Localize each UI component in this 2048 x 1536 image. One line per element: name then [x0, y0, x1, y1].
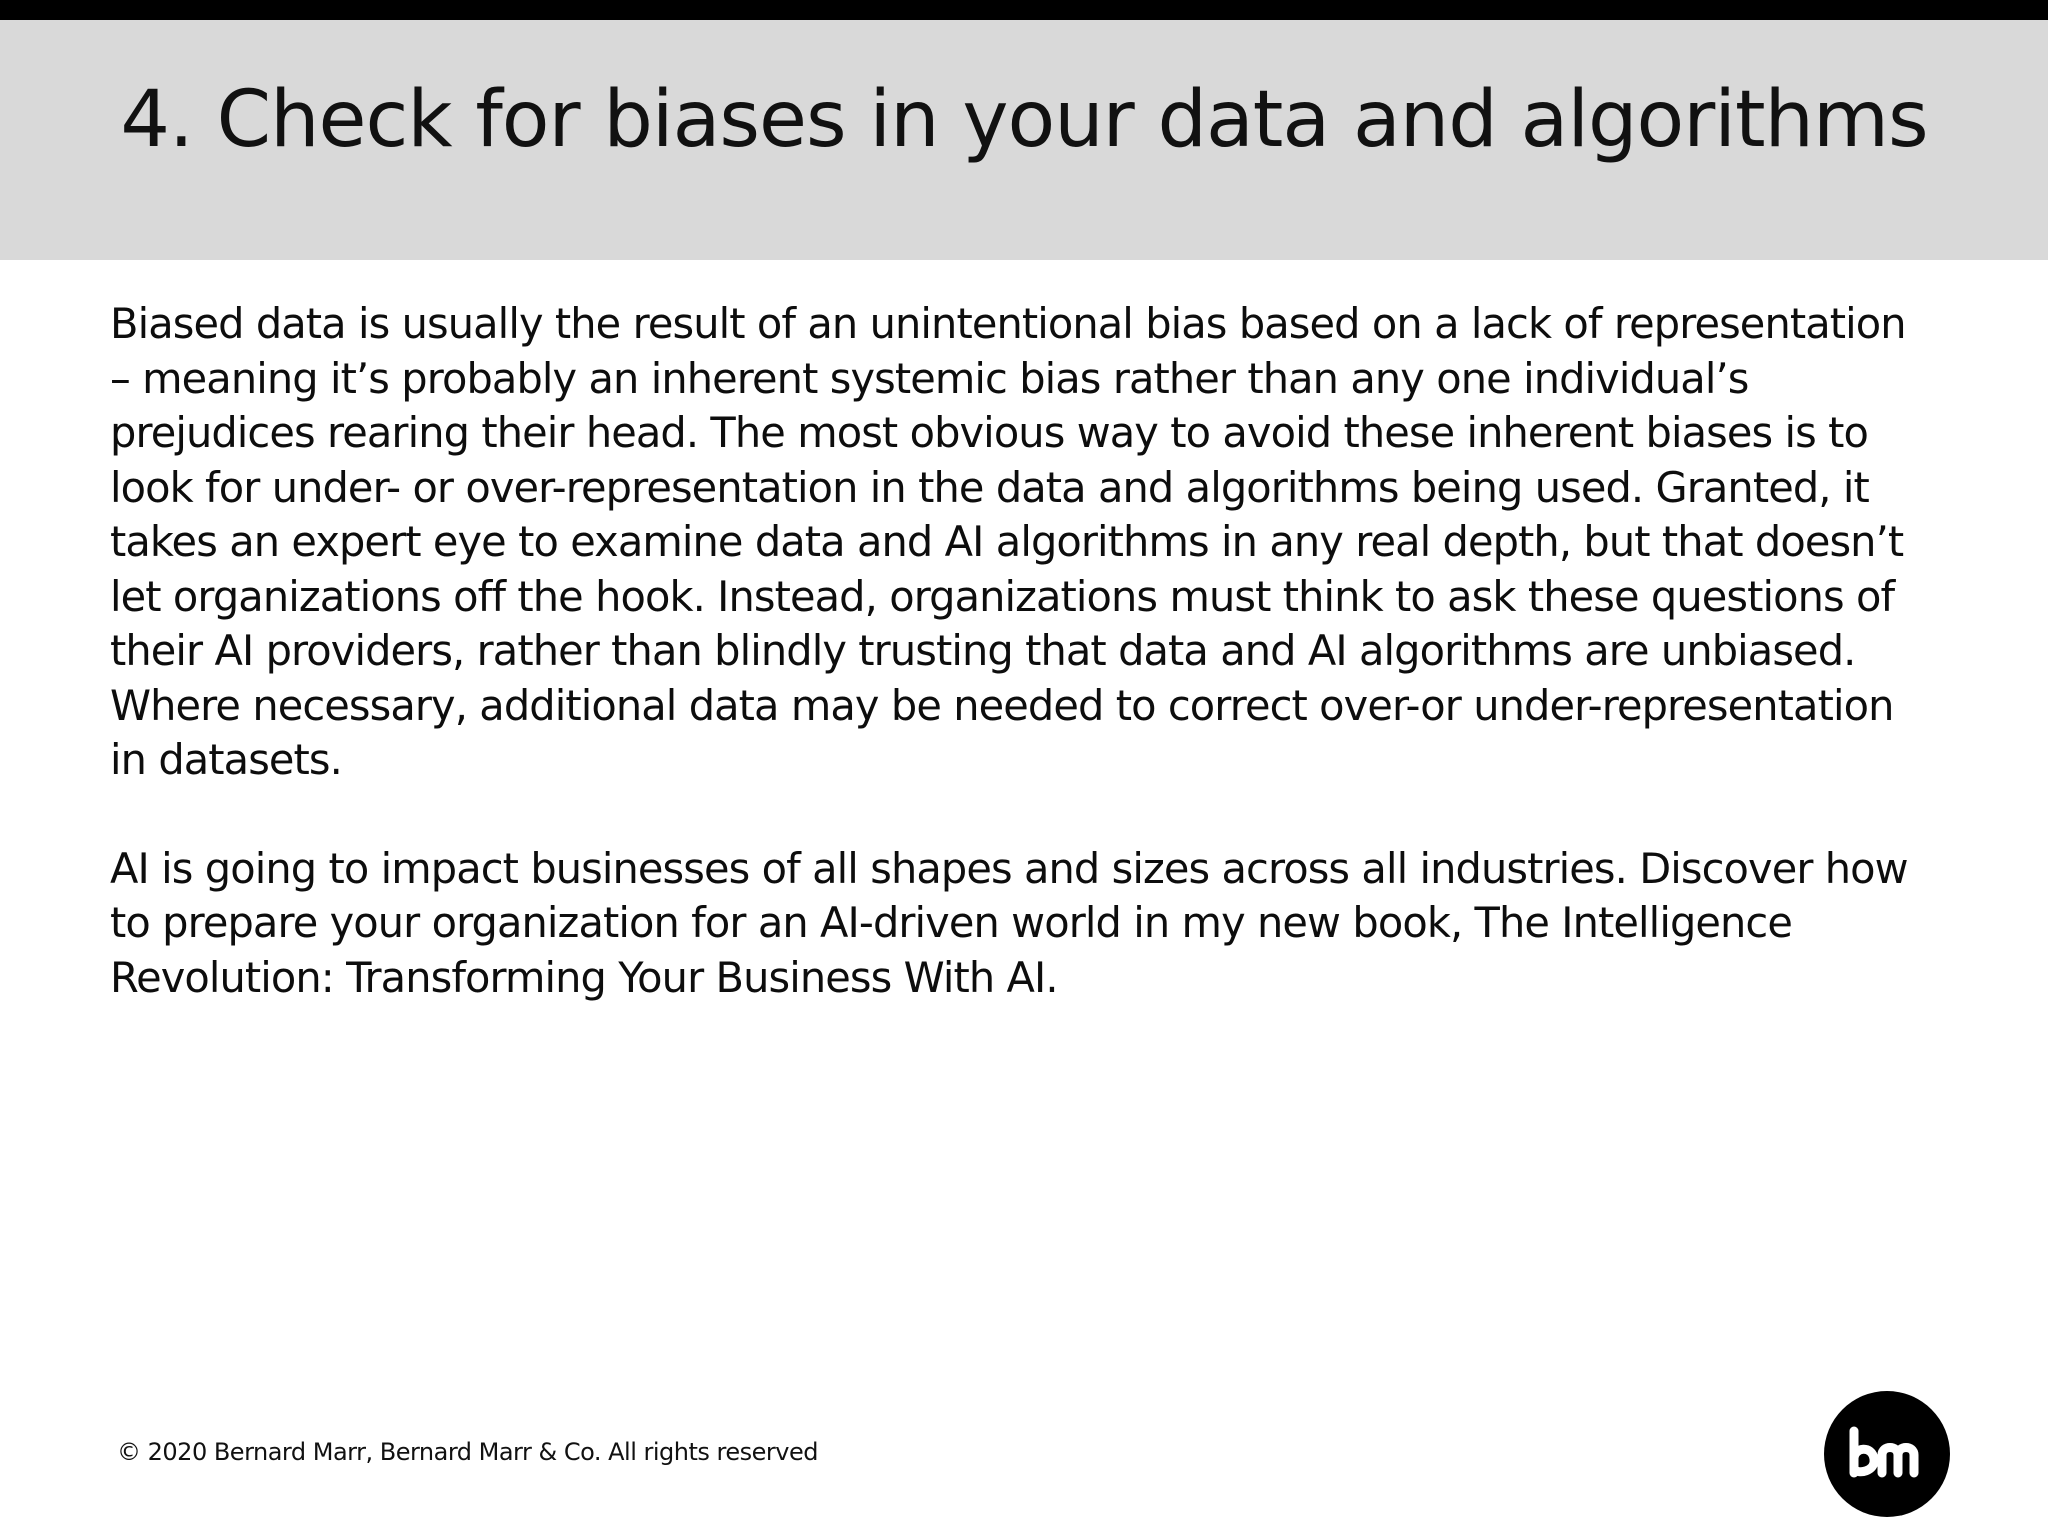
bm-logo-glyph — [1824, 1391, 1950, 1517]
title-band — [0, 20, 2048, 260]
bernard-marr-logo-icon — [1824, 1391, 1950, 1517]
slide-title: 4. Check for biases in your data and algorithms — [120, 75, 1928, 165]
top-bar — [0, 0, 2048, 20]
slide-body — [110, 297, 1920, 1005]
footer-copyright: © 2020 Bernard Marr, Bernard Marr & Co. All rights reserved — [117, 1438, 818, 1466]
body-paragraph-1: Biased data is usually the result of an unintentional bias based on a lack of representation – meaning it’s probably an inherent systemic bias rather than any one individual’s prejudices rearing their head. The most obvious way to avoid these inherent biases is to look for under- or over-representation in the data and algorithms being used. Granted, it takes an expert eye to examine data and AI algorithms in any real depth, but that doesn’t let organizations off the hook. Instead, organizations must think to ask these questions of their AI providers, rather than blindly trusting that data and AI algorithms are unbiased. Where necessary, additional data may be needed to correct over-or under-representation in datasets. — [110, 299, 1906, 784]
body-paragraph-2: AI is going to impact businesses of all shapes and sizes across all industries. Discover how to prepare your organization for an AI-driven world in my new book, The Intelligence Revolution: Transforming Your Business With AI. — [110, 843, 1908, 1002]
